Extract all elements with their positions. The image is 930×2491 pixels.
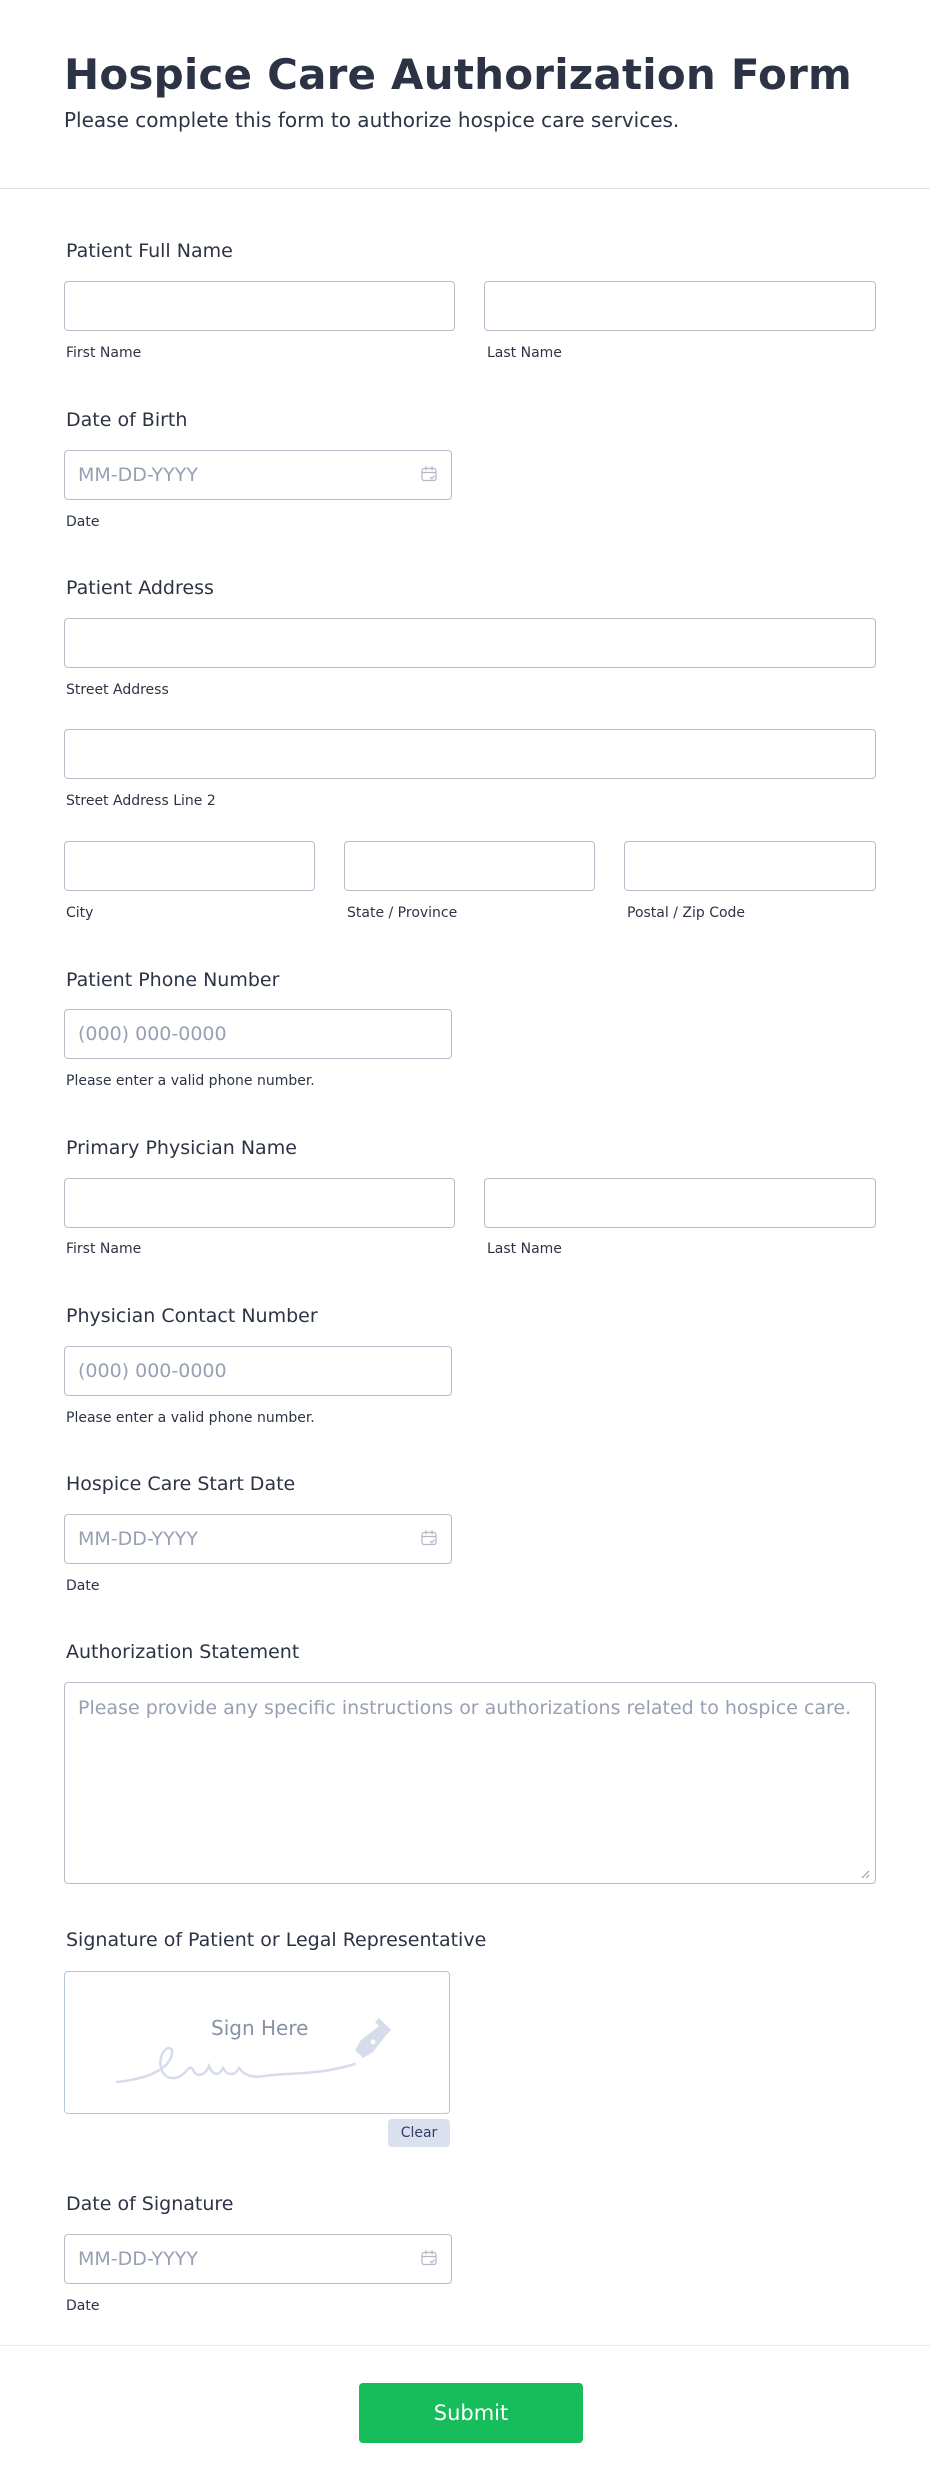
address-label: Patient Address: [66, 577, 214, 599]
signature-date-sublabel: Date: [66, 2298, 100, 2314]
physician-phone-label: Physician Contact Number: [66, 1305, 318, 1327]
physician-phone-sublabel: Please enter a valid phone number.: [66, 1410, 315, 1426]
sign-here-prompt: Sign Here: [211, 2016, 309, 2040]
signature-date-input[interactable]: [64, 2234, 452, 2284]
start-date-input[interactable]: [64, 1514, 452, 1564]
page-subtitle: Please complete this form to authorize hospice care services.: [64, 108, 680, 132]
street-address-line2-sublabel: Street Address Line 2: [66, 793, 216, 809]
patient-last-name-input[interactable]: [484, 281, 876, 331]
page-title: Hospice Care Authorization Form: [64, 50, 852, 99]
start-date-field: [64, 1514, 452, 1564]
calendar-icon[interactable]: [420, 465, 438, 483]
zip-input[interactable]: [624, 841, 876, 891]
patient-phone-input[interactable]: [64, 1009, 452, 1059]
calendar-icon[interactable]: [420, 2249, 438, 2267]
dob-sublabel: Date: [66, 514, 100, 530]
authorization-label: Authorization Statement: [66, 1641, 300, 1663]
physician-last-name-input[interactable]: [484, 1178, 876, 1228]
state-input[interactable]: [344, 841, 595, 891]
physician-first-name-sublabel: First Name: [66, 1241, 142, 1257]
footer-divider: [0, 2345, 930, 2346]
physician-phone-input[interactable]: [64, 1346, 452, 1396]
dob-label: Date of Birth: [66, 409, 188, 431]
patient-last-name-sublabel: Last Name: [487, 345, 562, 361]
physician-first-name-input[interactable]: [64, 1178, 455, 1228]
city-input[interactable]: [64, 841, 315, 891]
zip-sublabel: Postal / Zip Code: [627, 905, 746, 921]
physician-last-name-sublabel: Last Name: [487, 1241, 562, 1257]
authorization-textarea[interactable]: [64, 1682, 876, 1884]
street-address-sublabel: Street Address: [66, 682, 169, 698]
state-sublabel: State / Province: [347, 905, 458, 921]
signature-pad[interactable]: [64, 1971, 450, 2114]
patient-phone-label: Patient Phone Number: [66, 969, 280, 991]
resize-handle-icon[interactable]: [860, 1869, 870, 1879]
start-date-label: Hospice Care Start Date: [66, 1473, 296, 1495]
patient-name-label: Patient Full Name: [66, 240, 233, 262]
calendar-icon[interactable]: [420, 1529, 438, 1547]
street-address-line2-input[interactable]: [64, 729, 876, 779]
submit-button[interactable]: Submit: [359, 2383, 583, 2443]
signature-date-field: [64, 2234, 452, 2284]
dob-field: [64, 450, 452, 500]
signature-label: Signature of Patient or Legal Representative: [66, 1929, 487, 1951]
patient-first-name-sublabel: First Name: [66, 345, 142, 361]
physician-name-label: Primary Physician Name: [66, 1137, 297, 1159]
start-date-sublabel: Date: [66, 1578, 100, 1594]
city-sublabel: City: [66, 905, 94, 921]
street-address-input[interactable]: [64, 618, 876, 668]
dob-input[interactable]: [64, 450, 452, 500]
form-header: [0, 0, 930, 189]
clear-signature-button[interactable]: Clear: [388, 2119, 450, 2147]
patient-phone-sublabel: Please enter a valid phone number.: [66, 1073, 315, 1089]
signature-date-label: Date of Signature: [66, 2193, 234, 2215]
patient-first-name-input[interactable]: [64, 281, 455, 331]
